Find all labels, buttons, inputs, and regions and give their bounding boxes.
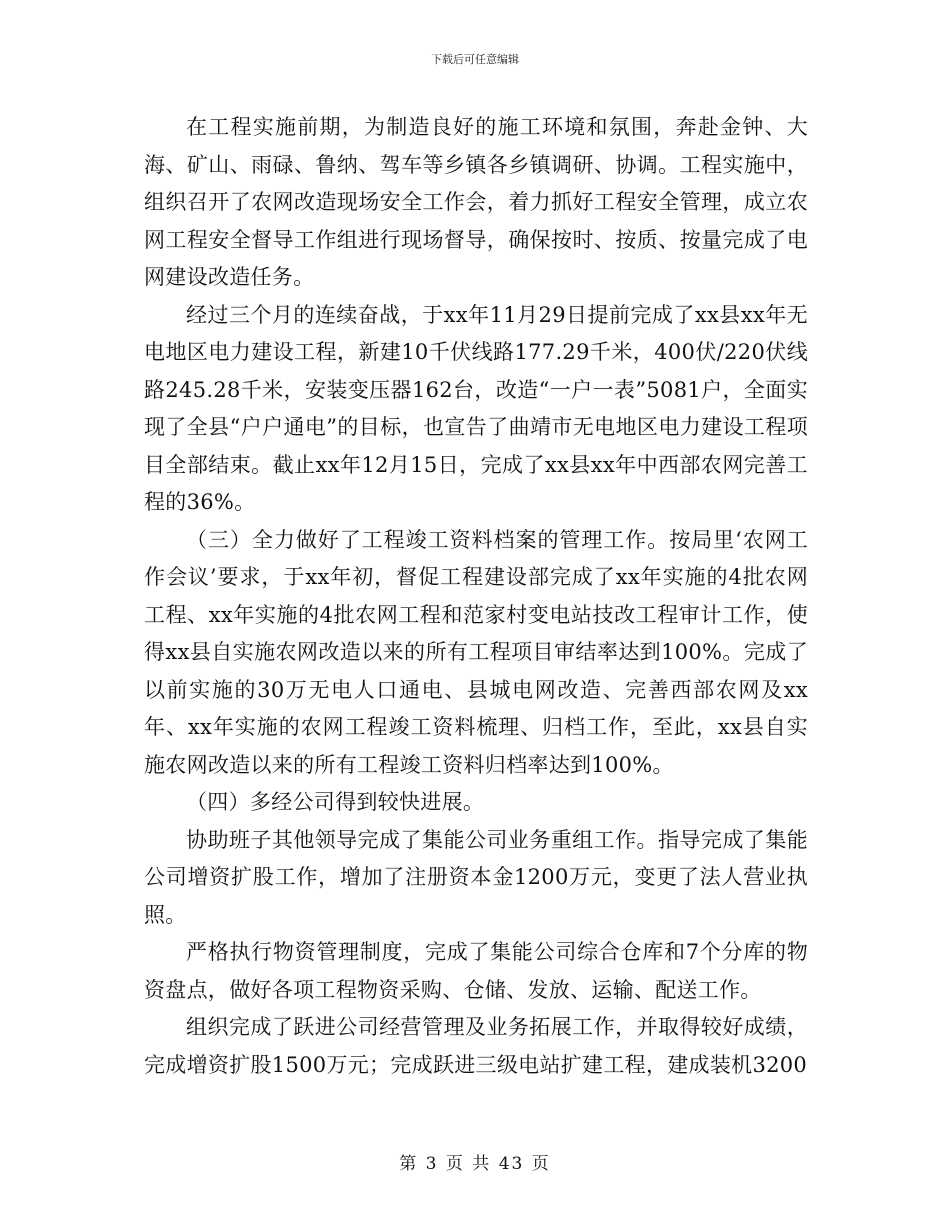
paragraph-material-management: 严格执行物资管理制度，完成了集能公司综合仓库和7个分库的物资盘点，做好各项工程物资采购、仓储、发放、运输、配送工作。 [144,940,808,1002]
paragraph-archive-management: （三）全力做好了工程竣工资料档案的管理工作。按局里‘农网工作会议’要求，于xx年初，督促工程建设部完成了xx年实施的4批农网工程、xx年实施的4批农网工程和范家村变电站技改工程审计工作，使得xx县自实施农网改造以来的所有工程项目审结率达到100%。完成了以前实施的30万无电人口通电、县城电网改造、完善西部农网及xx年、xx年实施的农网工程竣工资料梳理、归档工作，至此，xx县自实施农网改造以来的所有工程竣工资料归档率达到100%。 [144,527,808,777]
paragraph-company-restructuring: 协助班子其他领导完成了集能公司业务重组工作。指导完成了集能公司增资扩股工作，增加了注册资本金1200万元，变更了法人营业执照。 [144,827,808,927]
paragraph-section-heading-4: （四）多经公司得到较快进展。 [186,790,485,814]
page-header-note: 下载后可任意编辑 [431,53,519,66]
page-number-footer: 第 3 页 共 43 页 [399,1154,551,1174]
paragraph-business-expansion: 组织完成了跃进公司经营管理及业务拓展工作，并取得较好成绩，完成增资扩股1500万元；完成跃进三级电站扩建工程，建成装机3200 [144,1015,808,1077]
paragraph-safety-management: 在工程实施前期，为制造良好的施工环境和氛围，奔赴金钟、大海、矿山、雨碌、鲁纳、驾车等乡镇各乡镇调研、协调。工程实施中，组织召开了农网改造现场安全工作会，着力抓好工程安全管理，成立农网工程安全督导工作组进行现场督导，确保按时、按质、按量完成了电网建设改造任务。 [144,115,808,289]
document-body [144,109,808,1084]
paragraph-construction-results: 经过三个月的连续奋战，于xx年11月29日提前完成了xx县xx年无电地区电力建设工程，新建10千伏线路177.29千米，400伏/220伏线路245.28千米，安装变压器162台，改造“一户一表”5081户，全面实现了全县“户户通电”的目标，也宣告了曲靖市无电地区电力建设工程项目全部结束。截止xx年12月15日，完成了xx县xx年中西部农网完善工程的36%。 [144,302,808,514]
